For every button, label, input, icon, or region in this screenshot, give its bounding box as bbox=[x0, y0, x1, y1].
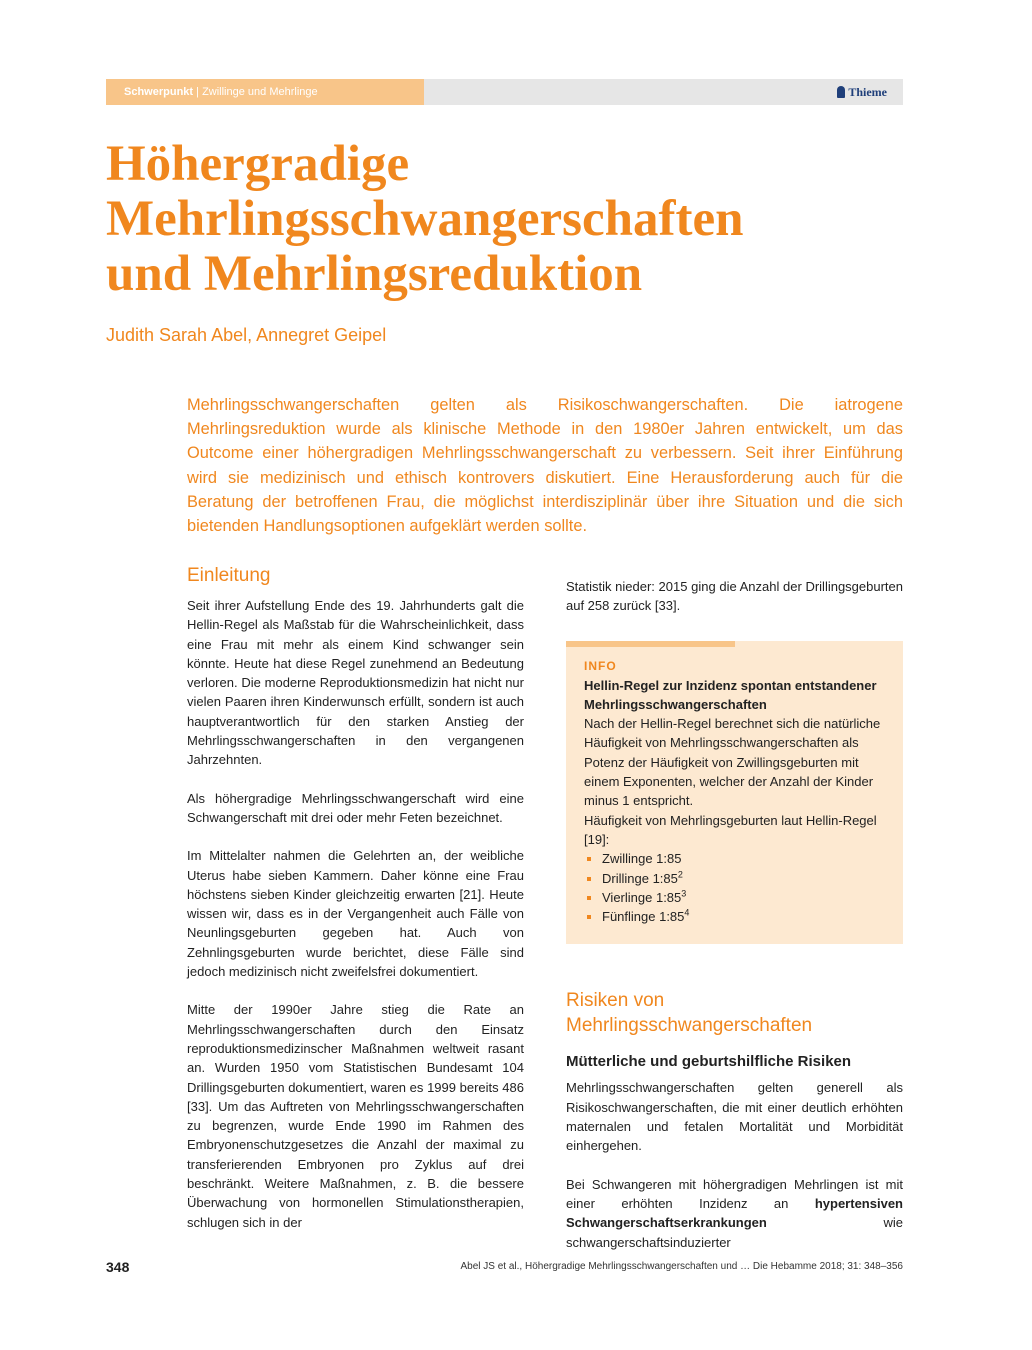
section-label: Schwerpunkt bbox=[124, 86, 194, 98]
publisher-logo bbox=[837, 79, 887, 105]
paragraph: Als höhergradige Mehrlingsschwangerschaft wird eine Schwangerschaft mit drei oder mehr Feten bezeichnet. bbox=[187, 790, 524, 825]
info-list bbox=[584, 849, 885, 926]
authors: Judith Sarah Abel, Annegret Geipel bbox=[106, 325, 387, 345]
running-header bbox=[106, 79, 903, 105]
paragraph: Im Mittelalter nahmen die Gelehrten an, der weibliche Uterus habe sieben Kammern. Daher könne eine Frau höchstens sieben Kinder gleichzeitig erwarten [21]. Heute wissen wir, dass es in der Vergangenheit auch Fälle von Neunlingsgeburten gegeben hat. Auch von Zehnlingsgeburten wurde berichtet, diese Fälle sind jedoch medizinisch nicht zweifelsfrei dokumentiert. bbox=[187, 848, 524, 980]
paragraph: Mitte der 1990er Jahre stieg die Rate an Mehrlingsschwangerschaften durch den Einsatz reproduktionsmedizinscher Maßnahmen weltweit rasant an. Wurden 1950 vom Statistischen Bundesamt 104 Drillingsgeburten dokumentiert, waren es 1999 bereits 486 [33]. Um das Auftreten von Mehrlingsschwangerschaften zu begrenzen, wurde Ende 1990 im Rahmen des Embryonenschutzgesetzes die Anzahl der maximal zu transferierenden Embryonen pro Zyklus auf drei beschränkt. Weitere Maßnahmen, z. B. die bessere Überwachung von hormonellen Stimulationstherapien, schlugen sich in der bbox=[187, 1002, 524, 1230]
list-item: Fünflinge $1:85^4$ bbox=[584, 907, 885, 926]
page-number: 348 bbox=[106, 1259, 130, 1275]
title-line-2: Mehrlingsschwangerschaften bbox=[106, 191, 744, 247]
left-column bbox=[187, 563, 524, 1251]
title-line-3: und Mehrlingsreduktion bbox=[106, 246, 643, 302]
topic-label: Zwillinge und Mehrlinge bbox=[202, 86, 318, 98]
info-text: Nach der Hellin-Regel berechnet sich die natürliche Häufigkeit von Mehrlingsschwangerschaften als Potenz der Häufigkeit von Zwillingsgeburten mit einem Exponenten, welcher der Anzahl der Kinder minus 1 entspricht. bbox=[584, 716, 881, 809]
title-line-1: Höhergradige bbox=[106, 136, 410, 192]
list-item: Zwillinge 1:85 bbox=[584, 849, 885, 868]
paragraph-continuation: Statistik nieder: 2015 ging die Anzahl der Drillingsgeburten auf 258 zurück [33]. bbox=[566, 579, 903, 614]
right-column bbox=[566, 577, 903, 1271]
citation: Abel JS et al., Höhergradige Mehrlingsschwangerschaften und … Die Hebamme 2018; 31: 348–356 bbox=[460, 1261, 903, 1272]
abstract: Mehrlingsschwangerschaften gelten als Risikoschwangerschaften. Die iatrogene Mehrlingsreduktion wurde als klinische Methode in den 1980er Jahren entwickelt, um das Outcome einer höhergradigen Mehrlingsschwangerschaft zu verbessern. Seit ihrer Einführung wird sie medizinisch und ethisch kontrovers diskutiert. Eine Herausforderung auch für die Beratung der betroffenen Frau, die möglichst interdisziplinär über ihre Situation und die sich bietenden Handlungsoptionen aufgeklärt werden sollte. bbox=[187, 396, 903, 536]
paragraph: Bei Schwangeren mit höhergradigen Mehrlingen ist mit einer erhöhten Inzidenz an hypertensiven Schwangerschaftserkrankungen wie schwangerschaftsinduzierter bbox=[566, 1176, 903, 1250]
bold-term: hypertensiven Schwangerschaftserkrankungen bbox=[566, 1195, 903, 1231]
paragraph: Seit ihrer Aufstellung Ende des 19. Jahrhunderts galt die Hellin-Regel als Maßstab für die Wahrscheinlichkeit, dass eine Frau mit mehr als einem Kind schwanger sein könnte. Heute hat diese Regel zunehmend an Bedeutung verloren. Die moderne Reproduktionsmedizin hat nicht nur vielen Paaren ihren Kinderwunsch erfüllt, sondern ist auch hauptverantwortlich für den starken Anstieg der Mehrlingsschwangerschaften in den vergangenen Jahrzehnten. bbox=[187, 598, 524, 768]
section-heading-einleitung: Einleitung bbox=[187, 565, 271, 586]
subheading: Mütterliche und geburtshilfliche Risiken bbox=[566, 1053, 852, 1071]
list-item: Vierlinge $1:85^3$ bbox=[584, 888, 885, 907]
article-title bbox=[106, 137, 966, 302]
info-title: Hellin-Regel zur Inzidenz spontan entstandener Mehrlingsschwangerschaften bbox=[584, 677, 877, 712]
paragraph: Mehrlingsschwangerschaften gelten generell als Risikoschwangerschaften, die mit einer deutlich erhöhten maternalen und fetalen Mortalität und Morbidität einhergehen. bbox=[566, 1080, 903, 1154]
thieme-icon bbox=[837, 86, 845, 98]
list-item: Drillinge $1:85^2$ bbox=[584, 869, 885, 888]
info-label: INFO bbox=[584, 658, 617, 673]
section-tag bbox=[106, 79, 424, 105]
info-box bbox=[566, 641, 903, 945]
section-separator: | bbox=[196, 86, 199, 98]
info-text: Häufigkeit von Mehrlingsgeburten laut Hellin-Regel [19]: bbox=[584, 812, 877, 847]
section-heading-risiken: Risiken von Mehrlingsschwangerschaften bbox=[566, 990, 813, 1037]
info-box-accent-bar bbox=[566, 641, 735, 647]
publisher-name: Thieme bbox=[848, 85, 887, 99]
